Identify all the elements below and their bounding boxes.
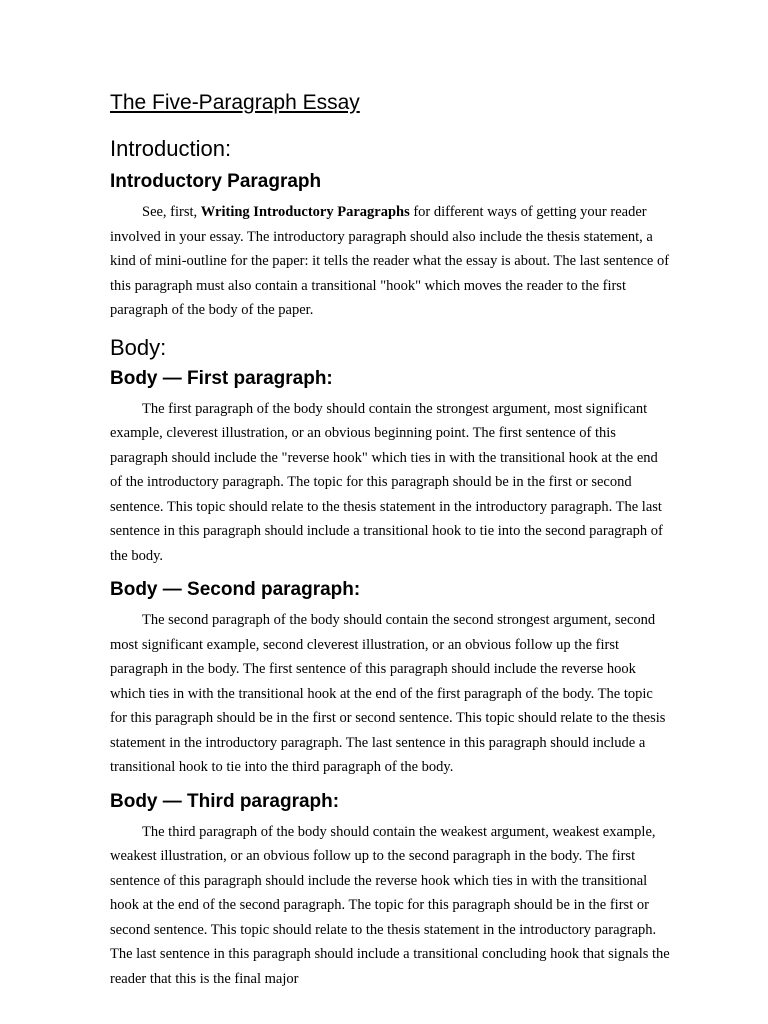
body-third-paragraph-heading: Body — Third paragraph:: [110, 790, 340, 812]
intro-text-rest: for different ways of getting your reader involved in your essay. The introductory paragraph should also include the thesis statement, a kind of mini-outline for the paper: it tells the reader what the essay is about. The last sentence of this paragraph must also contain a transitional "hook" which moves the reader to the first paragraph of the body of the paper.: [110, 204, 670, 318]
body-first-paragraph-text: The first paragraph of the body should contain the strongest argument, most significant example, cleverest illustration, or an obvious beginning point. The first sentence of this paragraph should include the "reverse hook" which ties in with the transitional hook at the end of the introductory paragraph. The topic for this paragraph should be in the first or second sentence. This topic should relate to the thesis statement in the introductory paragraph. The last sentence in this paragraph should include a transitional hook to tie into the second paragraph of the body.: [110, 400, 663, 564]
introduction-heading: Introduction:: [110, 136, 232, 161]
intro-text-lead: See, first,: [142, 204, 201, 220]
body-second-paragraph-text: The second paragraph of the body should contain the second strongest argument, second most significant example, second cleverest illustration, or an obvious follow up the first paragraph in the body. The first sentence of this paragraph should include the reverse hook which ties in with the transitional hook at the end of the first paragraph of the body. The topic for this paragraph should be in the first or second sentence. This topic should relate to the thesis statement in the introductory paragraph. The last sentence in this paragraph should include a transitional hook to tie into the third paragraph of the body.: [110, 612, 666, 775]
document-title: The Five-Paragraph Essay: [110, 91, 360, 114]
introductory-paragraph-text: [110, 200, 670, 323]
body-heading: Body:: [110, 334, 167, 360]
introductory-paragraph-heading: Introductory Paragraph: [110, 171, 322, 192]
body-second-paragraph-heading: Body — Second paragraph:: [110, 579, 361, 600]
intro-text-bold-reference: Writing Introductory Paragraphs: [200, 204, 410, 220]
body-third-paragraph-text: The third paragraph of the body should contain the weakest argument, weakest example, weakest illustration, or an obvious follow up to the second paragraph in the body. The first sentence of this paragraph should include the reverse hook which ties in with the transitional hook at the end of the second paragraph. The topic for this paragraph should be in the first or second sentence. This topic should relate to the thesis statement in the introductory paragraph. The last sentence in this paragraph should include a transitional concluding hook that signals the reader that this is the final major: [110, 823, 670, 987]
document-content: [110, 88, 670, 999]
body-first-paragraph-heading: Body — First paragraph:: [110, 367, 333, 389]
